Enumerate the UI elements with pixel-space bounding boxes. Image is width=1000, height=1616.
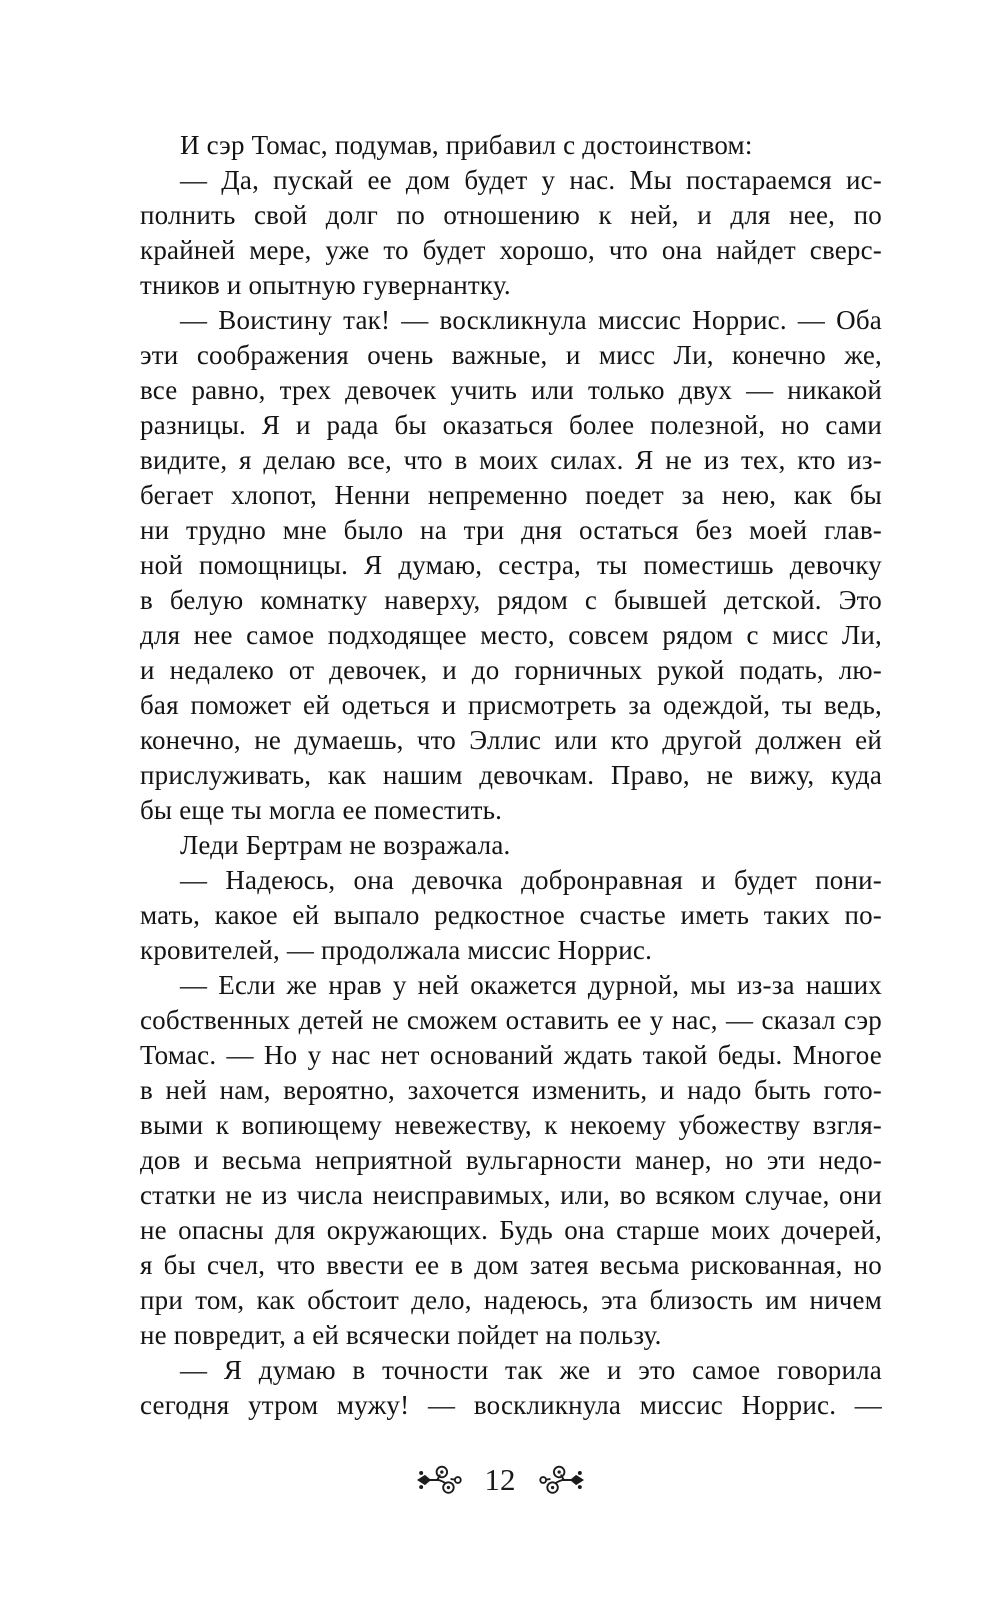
text-line: не повредит, а ей всячески пойдет на пользу. xyxy=(140,1320,662,1350)
text-line: кровителей, — продолжала миссис Норрис. xyxy=(140,935,653,965)
body-text xyxy=(140,128,882,1423)
text-line: крайней мере, уже то будет хорошо, что она найдет сверс- xyxy=(140,235,882,265)
text-line: полнить свой долг по отношению к ней, и для нее, по xyxy=(140,200,882,230)
text-line: бая поможет ей одеться и присмотреть за одеждой, ты ведь, xyxy=(140,690,882,720)
text-line: — Да, пускай ее дом будет у нас. Мы постараемся ис- xyxy=(180,165,882,195)
text-line: — Если же нрав у ней окажется дурной, мы из-за наших xyxy=(180,970,882,1000)
text-line: дов и весьма неприятной вульгарности манер, но эти недо- xyxy=(140,1145,882,1175)
text-line: мать, какое ей выпало редкостное счастье иметь таких по- xyxy=(140,900,882,930)
text-line: видите, я делаю все, что в моих силах. Я не из тех, кто из- xyxy=(140,445,882,475)
text-line: ной помощницы. Я думаю, сестра, ты поместишь девочку xyxy=(140,550,882,580)
text-line: сегодня утром мужу! — воскликнула миссис Норрис. — xyxy=(140,1390,882,1420)
text-line: выми к вопиющему невежеству, к некоему убожеству взгля- xyxy=(140,1110,882,1140)
text-line: и недалеко от девочек, и до горничных рукой подать, лю- xyxy=(140,655,882,685)
text-line: ни трудно мне было на три дня остаться без моей глав- xyxy=(140,515,882,545)
text-line: в ней нам, вероятно, захочется изменить, и надо быть гото- xyxy=(140,1075,882,1105)
text-line: — Надеюсь, она девочка добронравная и будет пони- xyxy=(180,865,882,895)
text-line: статки не из числа неисправимых, или, во всяком случае, они xyxy=(140,1180,882,1210)
fleuron-left-icon xyxy=(416,1462,463,1498)
text-line: бы еще ты могла ее поместить. xyxy=(140,795,503,825)
text-line: конечно, не думаешь, что Эллис или кто другой должен ей xyxy=(140,725,882,755)
text-line: в белую комнатку наверху, рядом с бывшей детской. Это xyxy=(140,585,882,615)
text-line: собственных детей не сможем оставить ее у нас, — сказал сэр xyxy=(140,1005,882,1035)
text-line: прислуживать, как нашим девочкам. Право, не вижу, куда xyxy=(140,760,882,790)
page-footer xyxy=(0,1462,1000,1498)
text-line: Леди Бертрам не возражала. xyxy=(180,830,511,860)
text-line: для нее самое подходящее место, совсем рядом с мисс Ли, xyxy=(140,620,882,650)
text-line: бегает хлопот, Ненни непременно поедет за нею, как бы xyxy=(140,480,882,510)
text-line: — Я думаю в точности так же и это самое говорила xyxy=(180,1355,882,1385)
text-line: — Воистину так! — воскликнула миссис Норрис. — Оба xyxy=(180,305,882,335)
text-line: я бы счел, что ввести ее в дом затея весьма рискованная, но xyxy=(140,1250,882,1280)
text-line: И сэр Томас, подумав, прибавил с достоинством: xyxy=(180,130,753,160)
fleuron-right-icon xyxy=(538,1462,585,1498)
text-line: эти соображения очень важные, и мисс Ли, конечно же, xyxy=(140,340,882,370)
text-line: все равно, трех девочек учить или только двух — никакой xyxy=(140,375,882,405)
page-number: 12 xyxy=(484,1462,516,1497)
text-line: разницы. Я и рада бы оказаться более полезной, но сами xyxy=(140,410,882,440)
text-line: тников и опытную гувернантку. xyxy=(140,270,511,300)
text-line: не опасны для окружающих. Будь она старше моих дочерей, xyxy=(140,1215,882,1245)
text-line: Томас. — Но у нас нет оснований ждать такой беды. Многое xyxy=(140,1040,882,1070)
text-line: при том, как обстоит дело, надеюсь, эта близость им ничем xyxy=(140,1285,882,1315)
